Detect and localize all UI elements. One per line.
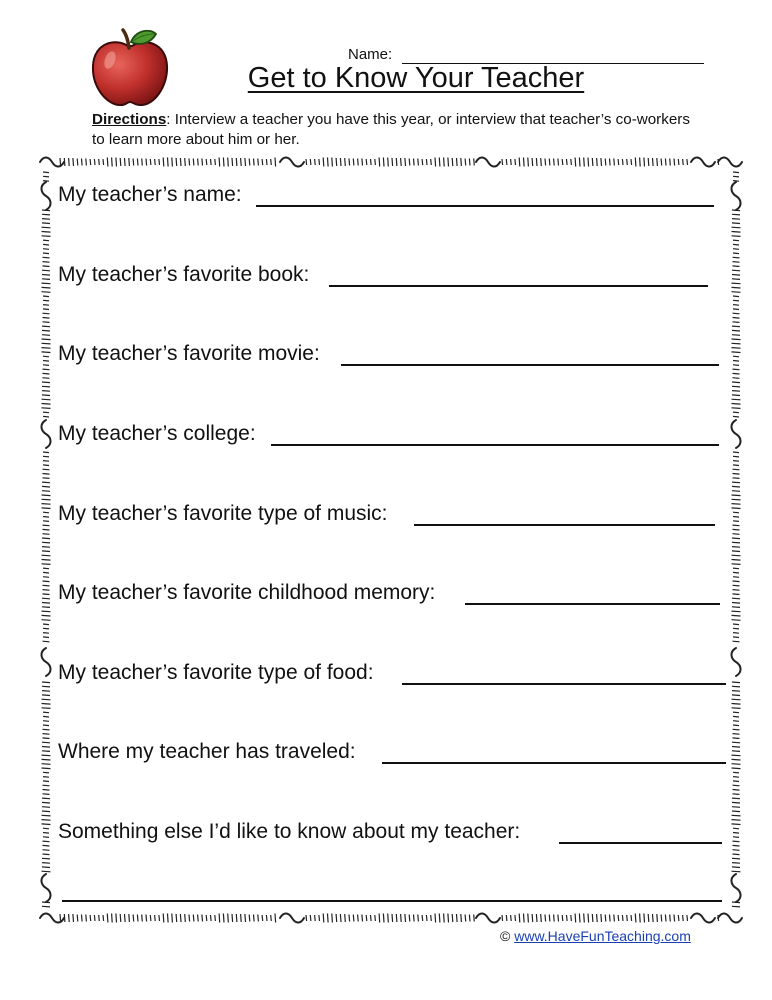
prompt-label: My teacher’s favorite childhood memory:: [58, 581, 436, 604]
border-swirl: [476, 913, 500, 922]
prompt-something-else: [58, 820, 722, 856]
directions-text: : Interview a teacher you have this year, or interview that teacher’s co-workers to learn more about him or her.: [92, 111, 690, 148]
border-swirl: [731, 874, 740, 902]
answer-line[interactable]: [402, 683, 726, 685]
answer-line[interactable]: [256, 205, 714, 207]
prompt-favorite-music: [58, 502, 715, 538]
prompt-childhood-memory: [58, 581, 720, 617]
answer-line[interactable]: [414, 524, 715, 526]
copyright-symbol: ©: [500, 928, 511, 944]
directions-label: Directions: [92, 111, 167, 128]
answer-line-extra[interactable]: [62, 900, 722, 902]
prompt-teacher-name: [58, 183, 714, 219]
prompt-college: [58, 422, 719, 458]
page-title: Get to Know Your Teacher: [247, 62, 585, 94]
border-swirl: [41, 182, 50, 210]
prompt-label: Something else I’d like to know about my teacher:: [58, 820, 521, 843]
prompt-label: My teacher’s favorite type of music:: [58, 502, 388, 525]
border-swirl: [41, 648, 50, 676]
directions: [92, 110, 702, 150]
answer-line[interactable]: [271, 444, 719, 446]
border-swirl: [280, 913, 304, 922]
prompt-favorite-food: [58, 661, 726, 697]
border-swirl: [41, 420, 50, 448]
answer-line[interactable]: [341, 364, 719, 366]
answer-line[interactable]: [329, 285, 708, 287]
border-swirl: [280, 157, 304, 166]
prompt-favorite-book: [58, 263, 708, 299]
border-swirl: [691, 913, 715, 922]
prompt-label: My teacher’s favorite type of food:: [58, 661, 374, 684]
prompt-label: My teacher’s name:: [58, 183, 242, 206]
border-swirl: [691, 157, 715, 166]
answer-line[interactable]: [382, 762, 726, 764]
border-swirl: [718, 157, 742, 166]
prompt-label: Where my teacher has traveled:: [58, 740, 356, 763]
border-swirl: [476, 157, 500, 166]
prompt-traveled: [58, 740, 726, 776]
answer-line[interactable]: [559, 842, 722, 844]
prompt-label: My teacher’s favorite book:: [58, 263, 310, 286]
border-swirl: [41, 874, 50, 902]
border-swirl: [731, 648, 740, 676]
name-label: Name:: [348, 46, 393, 63]
footer: [500, 928, 691, 944]
border-swirl: [731, 182, 740, 210]
prompt-favorite-movie: [58, 342, 719, 378]
border-swirl: [718, 913, 742, 922]
footer-link[interactable]: www.HaveFunTeaching.com: [514, 928, 691, 944]
prompt-label: My teacher’s favorite movie:: [58, 342, 320, 365]
border-swirl: [731, 420, 740, 448]
prompt-label: My teacher’s college:: [58, 422, 256, 445]
answer-line[interactable]: [465, 603, 720, 605]
